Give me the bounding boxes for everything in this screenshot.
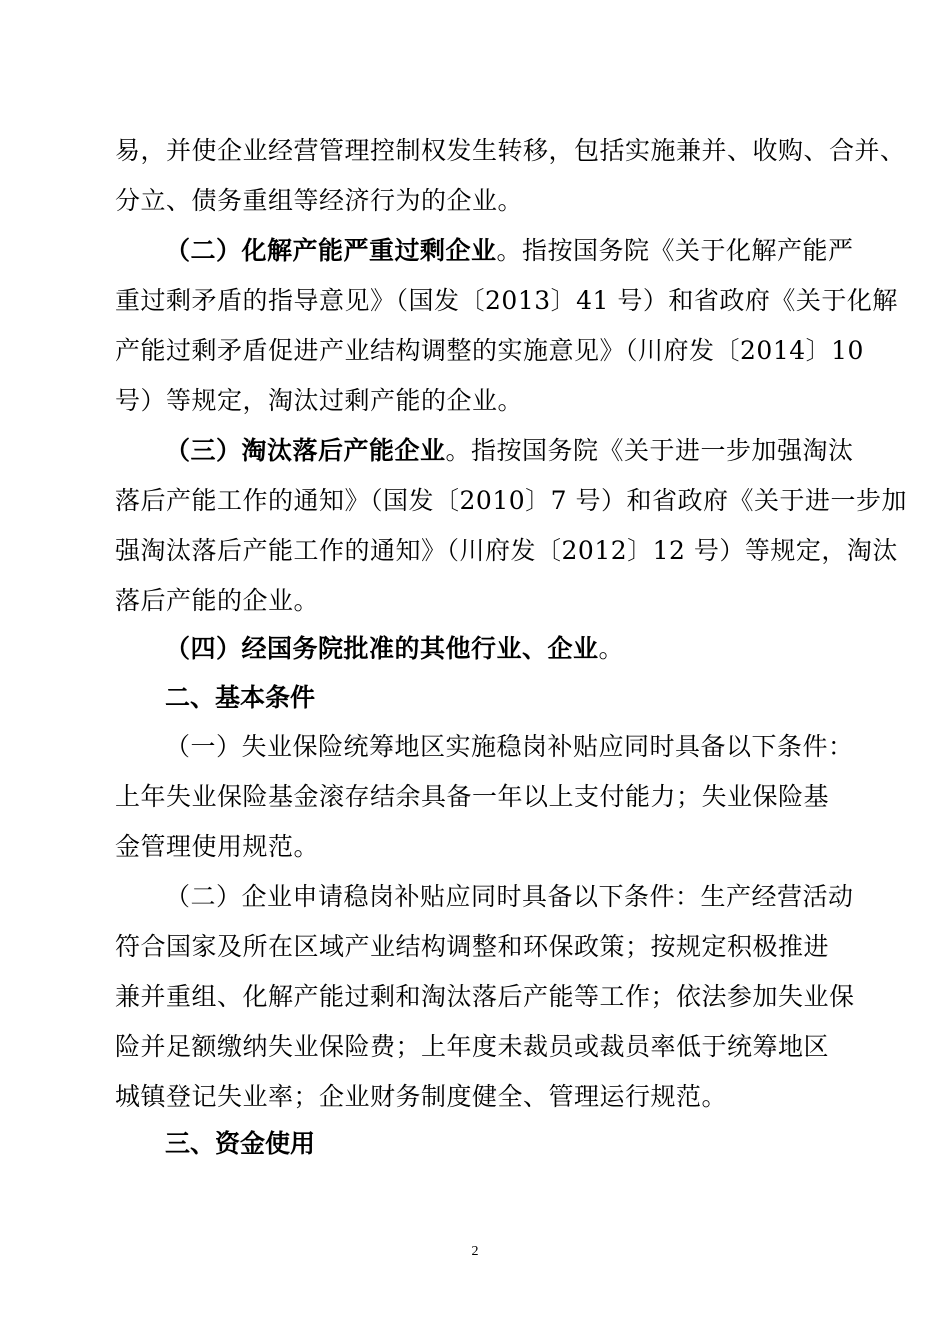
section-heading-basic-conditions: 二、基本条件 xyxy=(165,683,316,712)
paragraph-other-approved xyxy=(115,624,845,674)
section-lead: （二）化解产能严重过剩企业 xyxy=(165,236,497,265)
text-fragment: 。 xyxy=(598,634,625,663)
text-line: 上年失业保险基金滚存结余具备一年以上支付能力；失业保险基 xyxy=(115,782,830,811)
text-line: 城镇登记失业率；企业财务制度健全、管理运行规范。 xyxy=(115,1082,728,1111)
text-line xyxy=(115,426,854,476)
text-line: 号）等规定，淘汰过剩产能的企业。 xyxy=(115,386,524,415)
text-line: 金管理使用规范。 xyxy=(115,832,320,861)
text-line: 易，并使企业经营管理控制权发生转移，包括实施兼并、收购、合并、 xyxy=(115,136,906,165)
text-line: 落后产能的企业。 xyxy=(115,586,320,615)
text-line: 分立、债务重组等经济行为的企业。 xyxy=(115,186,524,215)
paragraph-enterprise-conditions xyxy=(115,872,855,1122)
text-line: 重过剩矛盾的指导意见》（国发〔2013〕41 号）和省政府《关于化解 xyxy=(115,286,898,315)
paragraph-insurance-conditions xyxy=(115,722,854,872)
text-fragment: 。指按国务院《关于化解产能严 xyxy=(496,236,854,265)
text-line: 兼并重组、化解产能过剩和淘汰落后产能等工作；依法参加失业保 xyxy=(115,982,855,1011)
text-line: 强淘汰落后产能工作的通知》（川府发〔2012〕12 号）等规定，淘汰 xyxy=(115,536,898,565)
text-fragment: 。指按国务院《关于进一步加强淘汰 xyxy=(445,436,854,465)
text-line: （一）失业保险统筹地区实施稳岗补贴应同时具备以下条件： xyxy=(165,732,854,761)
text-line: 险并足额缴纳失业保险费；上年度未裁员或裁员率低于统筹地区 xyxy=(115,1032,830,1061)
section-lead: （四）经国务院批准的其他行业、企业 xyxy=(165,634,599,663)
text-line: 产能过剩矛盾促进产业结构调整的实施意见》（川府发〔2014〕10 xyxy=(115,336,864,365)
paragraph-overcapacity xyxy=(115,226,898,426)
paragraph-merger-continuation xyxy=(115,126,906,226)
text-line: 符合国家及所在区域产业结构调整和环保政策；按规定积极推进 xyxy=(115,932,830,961)
page-number: 2 xyxy=(471,1244,479,1259)
section-heading-fund-use: 三、资金使用 xyxy=(165,1129,316,1158)
section-lead: （三）淘汰落后产能企业 xyxy=(165,436,446,465)
text-line: 落后产能工作的通知》（国发〔2010〕7 号）和省政府《关于进一步加 xyxy=(115,486,907,515)
text-line xyxy=(115,624,845,674)
text-line: （二）企业申请稳岗补贴应同时具备以下条件：生产经营活动 xyxy=(165,882,854,911)
text-line xyxy=(115,226,854,276)
paragraph-obsolete-capacity xyxy=(115,426,907,626)
